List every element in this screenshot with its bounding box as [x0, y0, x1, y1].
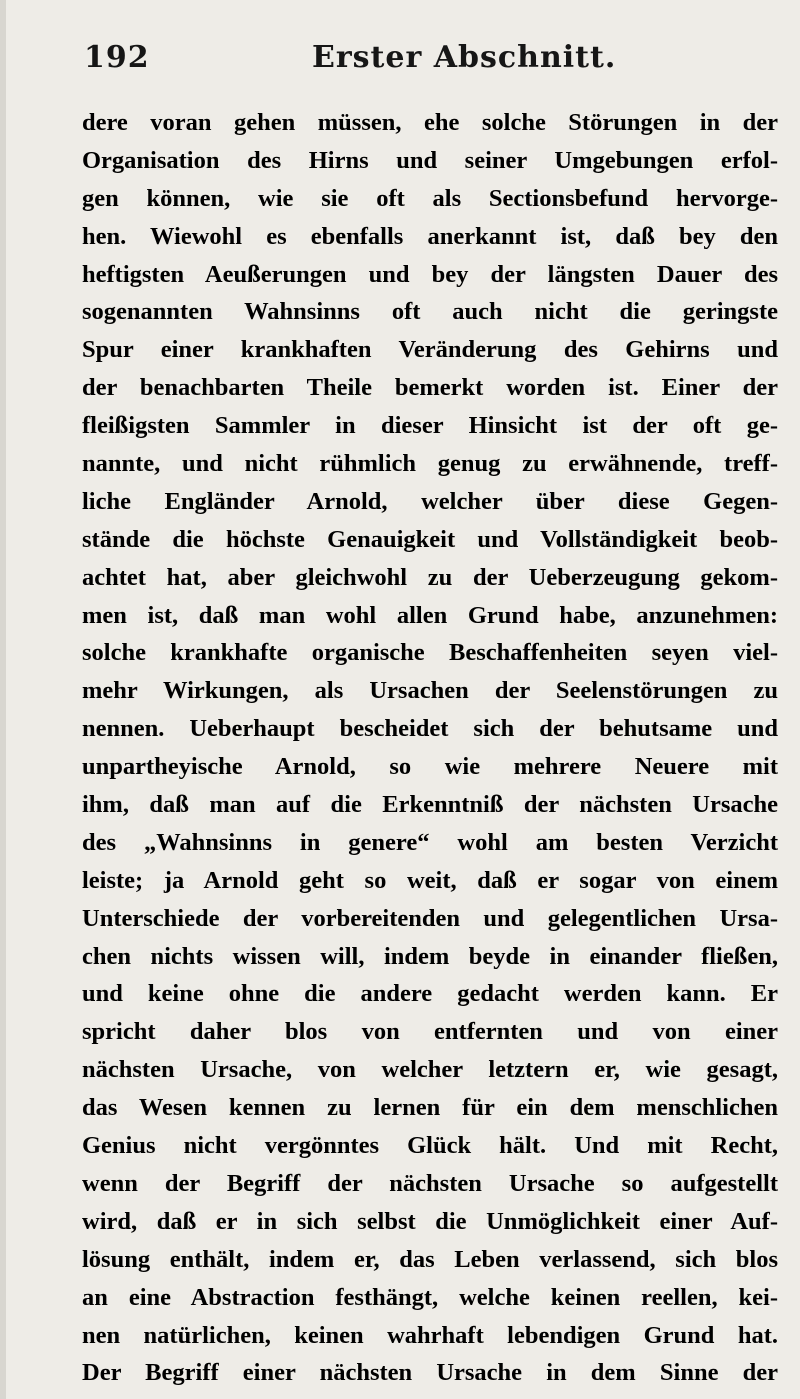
text-line: und keine ohne die andere gedacht werden kann. Er [82, 980, 778, 1008]
text-line: Spur einer krankhaften Veränderung des Gehirns und [82, 336, 778, 364]
text-line: achtet hat, aber gleichwohl zu der Ueberzeugung gekom- [82, 563, 778, 591]
text-line: dere voran gehen müssen, ehe solche Störungen in der [82, 109, 778, 136]
text-line: liche Engländer Arnold, welcher über diese Gegen- [82, 487, 778, 515]
text-line: wenn der Begriff der nächsten Ursache so aufgestellt [82, 1169, 778, 1197]
text-line: heftigsten Aeußerungen und bey der längsten Dauer des [82, 260, 778, 288]
text-line: an eine Abstraction festhängt, welche keinen reellen, kei- [82, 1283, 778, 1311]
text-line: gen können, wie sie oft als Sectionsbefund hervorge- [82, 184, 778, 212]
text-line: das Wesen kennen zu lernen für ein dem menschlichen [82, 1094, 778, 1122]
body-text [82, 104, 778, 1392]
text-line: Genius nicht vergönntes Glück hält. Und mit Recht, [82, 1132, 778, 1160]
text-line: nen natürlichen, keinen wahrhaft lebendigen Grund hat. [82, 1321, 778, 1349]
text-line: fleißigsten Sammler in dieser Hinsicht ist der oft ge- [82, 412, 778, 440]
text-line: lösung enthält, indem er, das Leben verlassend, sich blos [82, 1245, 778, 1273]
text-line: Unterschiede der vorbereitenden und gelegentlichen Ursa- [82, 904, 778, 932]
text-line: hen. Wiewohl es ebenfalls anerkannt ist, daß bey den [82, 222, 778, 250]
text-line: des „Wahnsinns in genere“ wohl am besten Verzicht [82, 828, 778, 856]
text-line: stände die höchste Genauigkeit und Vollständigkeit beob- [82, 525, 778, 553]
text-line: sogenannten Wahnsinns oft auch nicht die geringste [82, 298, 778, 326]
text-line: Der Begriff einer nächsten Ursache in dem Sinne der [82, 1359, 778, 1387]
text-line: leiste; ja Arnold geht so weit, daß er sogar von einem [82, 866, 778, 894]
text-line: spricht daher blos von entfernten und von einer [82, 1018, 778, 1046]
text-line: unpartheyische Arnold, so wie mehrere Neuere mit [82, 753, 778, 781]
text-line: mehr Wirkungen, als Ursachen der Seelenstörungen zu [82, 677, 778, 705]
text-line: nennen. Ueberhaupt bescheidet sich der behutsame und [82, 715, 778, 743]
running-head: Erster Abschnitt. [312, 40, 617, 75]
text-line: men ist, daß man wohl allen Grund habe, anzunehmen: [82, 601, 778, 629]
text-line: solche krankhafte organische Beschaffenheiten seyen viel- [82, 639, 778, 667]
text-line: nächsten Ursache, von welcher letztern er, wie gesagt, [82, 1056, 778, 1084]
text-line: Organisation des Hirns und seiner Umgebungen erfol- [82, 146, 778, 174]
text-line: ihm, daß man auf die Erkenntniß der nächsten Ursache [82, 791, 778, 819]
text-line: wird, daß er in sich selbst die Unmöglichkeit einer Auf- [82, 1207, 778, 1235]
page-header [82, 0, 778, 80]
text-line: nannte, und nicht rühmlich genug zu erwähnende, treff- [82, 450, 778, 478]
text-line: der benachbarten Theile bemerkt worden ist. Einer der [82, 374, 778, 402]
page-number: 192 [84, 40, 150, 75]
text-line: chen nichts wissen will, indem beyde in einander fließen, [82, 942, 778, 970]
